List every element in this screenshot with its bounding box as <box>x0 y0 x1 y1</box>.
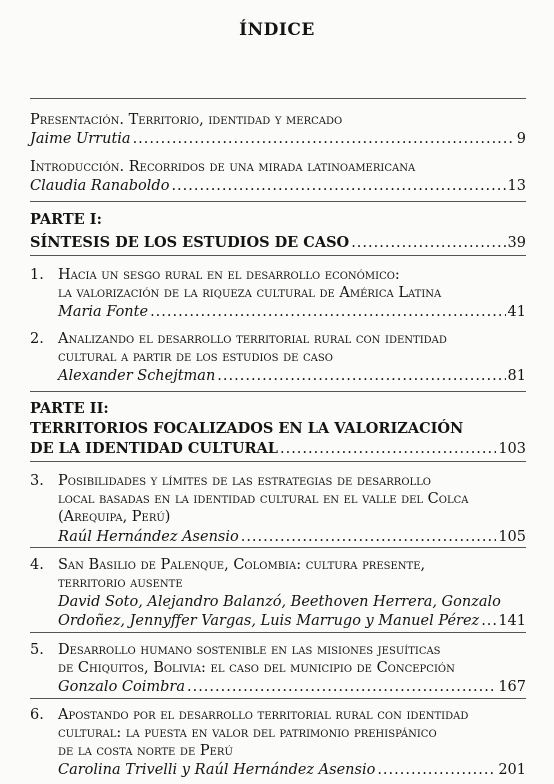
item-title-line: (Arequipa, Perú) <box>58 509 171 525</box>
toc-page-number: 167 <box>498 679 526 695</box>
item-title-line: Apostando por el desarrollo territorial rural con identidad <box>58 707 469 723</box>
part1-title-entry[interactable] <box>30 233 526 253</box>
toc-entry-introduccion[interactable] <box>30 176 526 196</box>
toc-page-number: 201 <box>498 762 526 778</box>
toc-author: Ordoñez, Jennyffer Vargas, Luis Marrugo y Manuel Pérez <box>58 613 480 629</box>
part2-title-line1: TERRITORIOS FOCALIZADOS EN LA VALORIZACIÓN <box>30 420 464 437</box>
toc-entry-4[interactable] <box>58 611 526 631</box>
dot-leader <box>217 366 505 386</box>
item-title-line: local basadas en la identidad cultural en el valle del Colca <box>58 491 469 507</box>
dot-leader <box>377 760 496 780</box>
toc-entry-6[interactable] <box>58 760 526 780</box>
dot-leader <box>150 302 505 322</box>
dot-leader <box>187 677 496 697</box>
part1-label: PARTE I: <box>30 211 102 228</box>
toc-page-number: 105 <box>498 529 526 545</box>
divider <box>30 461 526 462</box>
divider <box>30 632 526 633</box>
toc-entry-presentacion[interactable] <box>30 129 526 149</box>
toc-page-number: 9 <box>516 131 526 147</box>
toc-author: Alexander Schejtman <box>58 368 216 384</box>
item-title-line: Posibilidades y límites de las estrategias de desarrollo <box>58 473 431 489</box>
toc-author: Maria Fonte <box>58 304 149 320</box>
toc-page-number: 13 <box>507 178 526 194</box>
toc-author: Claudia Ranaboldo <box>30 178 170 194</box>
toc-author: Raúl Hernández Asensio <box>58 529 239 545</box>
toc-entry-1[interactable] <box>58 302 526 322</box>
item-number: 1. <box>30 267 44 283</box>
toc-page-number: 141 <box>498 613 526 629</box>
item-title-line: la valorización de la riqueza cultural de América Latina <box>58 285 442 301</box>
toc-heading-introduccion: Introducción. Recorridos de una mirada latinoamericana <box>30 159 416 175</box>
toc-entry-3[interactable] <box>58 527 526 547</box>
item-title-line: Hacia un sesgo rural en el desarrollo económico: <box>58 267 400 283</box>
part2-title-line2: DE LA IDENTIDAD CULTURAL <box>30 440 278 457</box>
item-number: 3. <box>30 473 44 489</box>
item-number: 2. <box>30 331 44 347</box>
divider <box>30 201 526 202</box>
divider <box>30 255 526 256</box>
item-title-line: Desarrollo humano sostenible en las misiones jesuíticas <box>58 642 441 658</box>
toc-page-number: 103 <box>498 441 526 457</box>
dot-leader <box>280 439 496 459</box>
toc-author: Gonzalo Coimbra <box>58 679 185 695</box>
dot-leader <box>481 611 496 631</box>
item-title-line: de la costa norte de Perú <box>58 743 233 759</box>
toc-page-number: 41 <box>507 304 526 320</box>
dot-leader <box>171 176 505 196</box>
toc-entry-2[interactable] <box>58 366 526 386</box>
dot-leader <box>351 233 505 253</box>
dot-leader <box>241 527 497 547</box>
part1-title: SÍNTESIS DE LOS ESTUDIOS DE CASO <box>30 234 350 251</box>
item-title-line: cultural: la puesta en valor del patrimonio prehispánico <box>58 725 437 741</box>
page-title: ÍNDICE <box>239 20 315 40</box>
divider <box>30 547 526 548</box>
dot-leader <box>133 129 515 149</box>
item-title-line: Analizando el desarrollo territorial rural con identidad <box>58 331 447 347</box>
item-number: 5. <box>30 642 44 658</box>
divider <box>30 98 526 99</box>
item-title-line: San Basilio de Palenque, Colombia: cultura presente, <box>58 557 426 573</box>
toc-page-number: 39 <box>507 235 526 251</box>
toc-entry-5[interactable] <box>58 677 526 697</box>
divider <box>30 391 526 392</box>
item-title-line: territorio ausente <box>58 575 183 591</box>
toc-page-number: 81 <box>507 368 526 384</box>
toc-heading-presentacion: Presentación. Territorio, identidad y mercado <box>30 112 343 128</box>
toc-author: Carolina Trivelli y Raúl Hernández Asensio <box>58 762 376 778</box>
part2-title-entry[interactable] <box>30 439 526 459</box>
item-title-line: de Chiquitos, Bolivia: el caso del municipio de Concepción <box>58 660 455 676</box>
item-number: 4. <box>30 557 44 573</box>
item-title-line: cultural a partir de los estudios de caso <box>58 349 333 365</box>
toc-author-line: David Soto, Alejandro Balanzó, Beethoven Herrera, Gonzalo <box>58 594 501 610</box>
item-number: 6. <box>30 707 44 723</box>
part2-label: PARTE II: <box>30 400 109 417</box>
divider <box>30 698 526 699</box>
toc-author: Jaime Urrutia <box>30 131 131 147</box>
